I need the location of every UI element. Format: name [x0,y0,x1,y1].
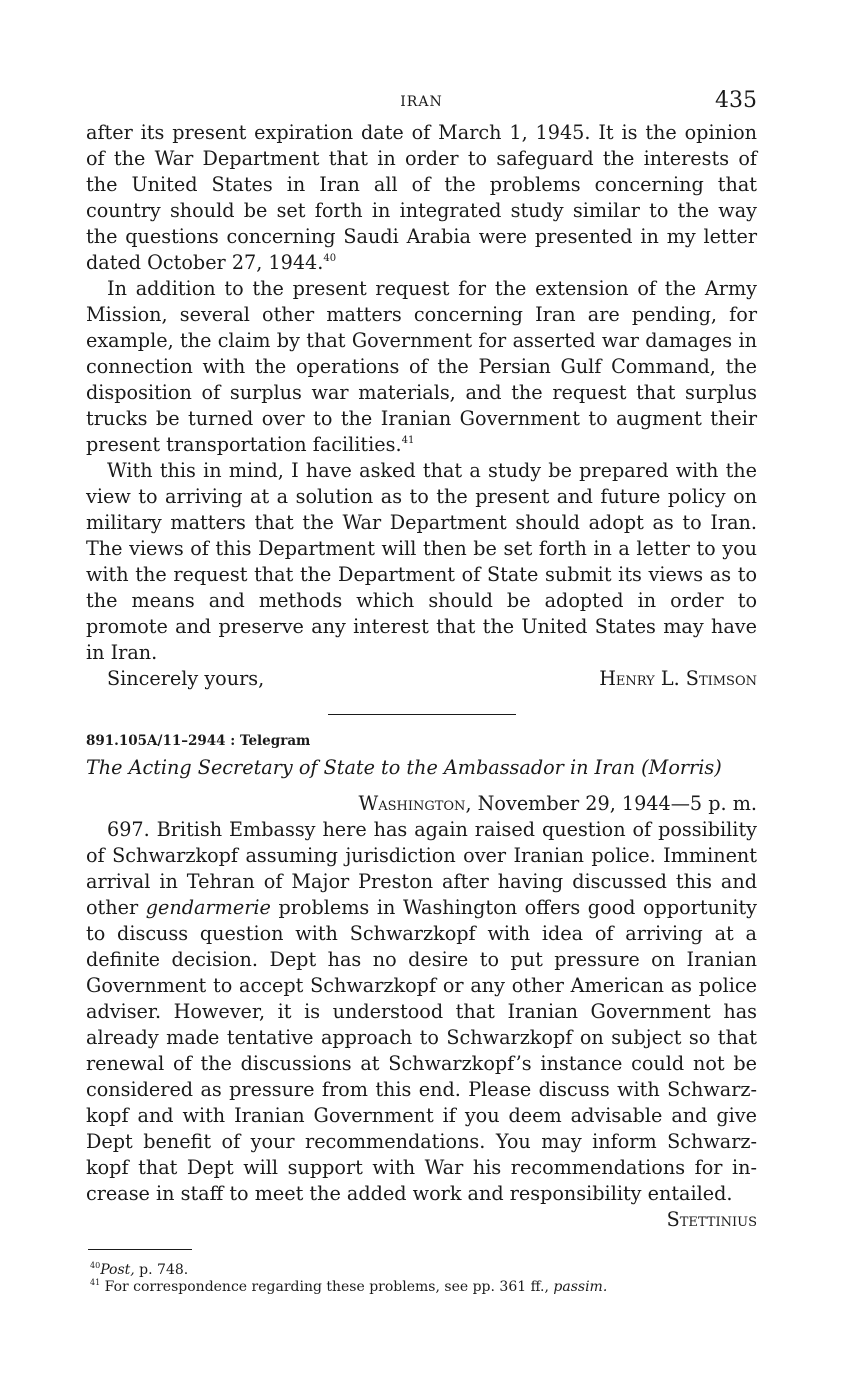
document-title [86,755,757,781]
dateline-place: Washington [358,792,466,815]
paragraph-text: after its present expiration date of March 1, 1945. It is the opinion of the War Department that in order to safeguard the interests of the United States in Iran all of the problems concerning that country should be set forth in integrated study similar to the way the questions concerning Saudi Arabia were presented in my letter dated October 27, 1944. [86,121,757,274]
footnote-divider [88,1249,192,1250]
running-title: IRAN [400,94,443,110]
telegram-body [86,817,757,1207]
footnote-number: 40 [90,1261,101,1270]
letter-paragraph-3: With this in mind, I have asked that a study be prepared with the view to arriving at a solution as to the present and future policy on military matters that the War Department should adopt as to Iran. The views of this Department will then be set forth in a letter to you with the request that the Department of State submit its views as to the means and methods which should be adopted in order to promote and preserve any interest that the United States may have in Iran. [86,459,757,664]
footnote-italic: Post, [100,1262,135,1278]
page-number: 435 [715,88,757,113]
letter-paragraph-2 [86,276,757,458]
footnote-40 [90,1262,757,1279]
running-head [86,88,757,120]
paragraph-text: In addition to the present request for the extension of the Army Mission, several other matters concerning Iran are pending, for example, the claim by that Government for asserted war damages in connection with the operations of the Persian Gulf Command, the disposition of surplus war materials, and the request that surplus trucks be turned over to the Iranian Government to augment their present transportation facilities. [86,277,757,456]
letter-closing [86,666,757,692]
title-text-end: ) [714,756,722,779]
title-text: The Acting Secretary of State to the Ambassador in Iran ( [86,756,649,779]
file-reference: 891.105A/11–2944 : Telegram [86,733,311,749]
footnote-ref-40[interactable]: 40 [323,253,337,264]
footnote-italic: passim. [553,1279,608,1295]
letter-signature: Henry L. Stimson [599,667,757,690]
dateline [86,791,757,817]
body-text-end: problems in Washington offers good opportunity to discuss question with Schwarzkopf with idea of arriving at a definite decision. Dept has no desire to put pressure on Iranian Government to accept Schwarzkopf or any other American as police adviser. However, it is understood that Iranian Government has already made tentative approach to Schwarzkopf on subject so that renewal of the discussions at Schwarzkopf’s instance could not be considered as pressure from this end. Please discuss with Schwarzkopf and with Iranian Government if you deem advisable and give Dept benefit of your recommendations. You may inform Schwarzkopf that Dept will support with War his recommendations for increase in staff to meet the added work and responsibility entailed. [86,896,758,1205]
title-name: Morris [648,756,715,779]
body-italic: gendarmerie [145,896,271,919]
telegram-signature: Stettinius [666,1208,757,1231]
letter-paragraph-1 [86,120,757,276]
dateline-date: , November 29, 1944—5 p. m. [465,792,757,815]
footnote-ref-41[interactable]: 41 [401,435,415,446]
body-text: 697. British Embassy here has again raised question of possibility of Schwarzkopf assuming jurisdiction over Iranian police. Imminent arrival in Tehran of Major Preston after having discussed this and other [86,818,757,919]
section-divider [328,714,516,715]
footnote-41 [90,1279,757,1296]
footnote-text: p. 748. [134,1262,189,1278]
footnote-number: 41 [90,1278,101,1287]
document-page [86,88,757,1296]
footnote-text: For correspondence regarding these problems, see pp. 361 ff., [100,1279,554,1295]
complimentary-close: Sincerely yours, [107,667,265,690]
